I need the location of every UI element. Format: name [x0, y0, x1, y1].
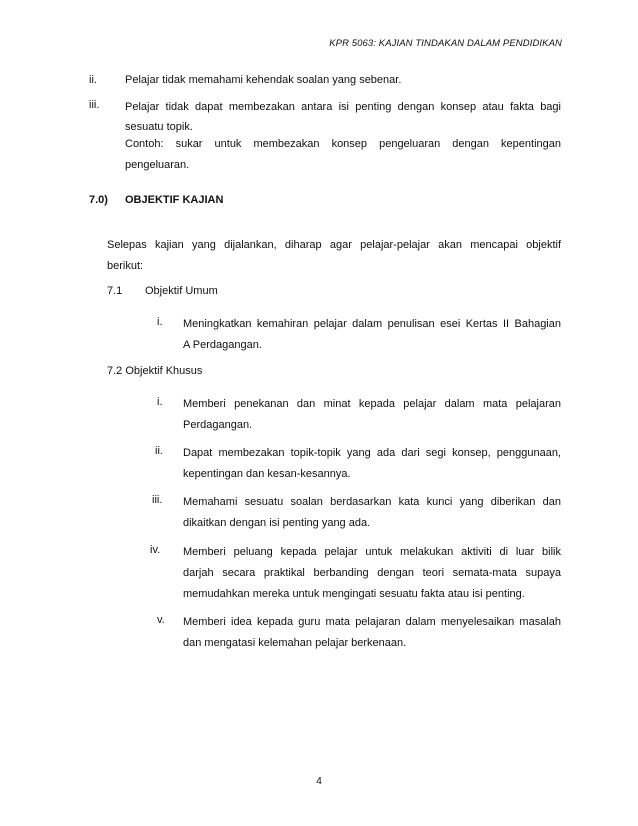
subsection-title: Objektif Umum — [145, 285, 218, 297]
list-item — [125, 72, 561, 89]
list-item-line: Pelajar tidak dapat membezakan antara isi penting dengan konsep atau fakta bagi — [125, 101, 561, 113]
paragraph-line: berikut: — [107, 260, 144, 272]
list-item-line: dikaitkan dengan isi penting yang ada. — [183, 517, 371, 529]
list-item-line: Pelajar tidak memahami kehendak soalan yang sebenar. — [125, 74, 402, 86]
running-header: KPR 5063: KAJIAN TINDAKAN DALAM PENDIDIKAN — [329, 38, 562, 49]
list-number: iv. — [150, 544, 161, 556]
paragraph-line: Selepas kajian yang dijalankan, diharap agar pelajar-pelajar akan mencapai objektif — [107, 239, 561, 251]
list-number: ii. — [89, 74, 97, 86]
list-number: iii. — [152, 494, 163, 506]
subsection-number: 7.1 — [107, 285, 123, 297]
list-item — [183, 492, 561, 534]
list-item-line: Memberi penekanan dan minat kepada pelajar dalam mata pelajaran — [183, 398, 561, 410]
example-line: Contoh: sukar untuk membezakan konsep pengeluaran dengan kepentingan — [125, 138, 561, 150]
list-item — [183, 394, 561, 436]
list-number: iii. — [89, 99, 100, 111]
intro-paragraph — [107, 235, 561, 277]
section-number: 7.0) — [89, 194, 108, 206]
list-item-line: Meningkatkan kemahiran pelajar dalam penulisan esei Kertas II Bahagian — [183, 318, 561, 330]
example-paragraph — [125, 134, 561, 176]
list-item-line: Memberi peluang kepada pelajar untuk melakukan aktiviti di luar bilik — [183, 546, 561, 558]
list-item-line: Memberi idea kepada guru mata pelajaran dalam menyelesaikan masalah — [183, 616, 561, 628]
list-number: ii. — [155, 445, 163, 457]
list-number: i. — [157, 316, 163, 328]
list-number: i. — [157, 396, 163, 408]
list-item-line: darjah secara praktikal berbanding dengan teori semata-mata supaya — [183, 567, 561, 579]
list-item — [125, 97, 561, 137]
list-item-line: sesuatu topik. — [125, 121, 193, 133]
list-item-line: dan mengatasi kelemahan pelajar berkenaan. — [183, 637, 407, 649]
list-item — [183, 314, 561, 356]
list-item — [183, 612, 561, 654]
list-item-line: Dapat membezakan topik-topik yang ada dari segi konsep, penggunaan, — [183, 447, 561, 459]
page-number: 4 — [316, 776, 322, 787]
section-title: OBJEKTIF KAJIAN — [125, 194, 224, 206]
list-item-line: Memahami sesuatu soalan berdasarkan kata kunci yang diberikan dan — [183, 496, 561, 508]
example-line: pengeluaran. — [125, 159, 190, 171]
list-item — [183, 542, 561, 605]
list-item-line: A Perdagangan. — [183, 339, 262, 351]
list-item-line: kepentingan dan kesan-kesannya. — [183, 468, 351, 480]
list-number: v. — [157, 614, 165, 626]
list-item — [183, 443, 561, 485]
subsection-title: 7.2 Objektif Khusus — [107, 365, 203, 377]
list-item-line: Perdagangan. — [183, 419, 253, 431]
list-item-line: memudahkan mereka untuk mengingati sesuatu fakta atau isi penting. — [183, 588, 525, 600]
